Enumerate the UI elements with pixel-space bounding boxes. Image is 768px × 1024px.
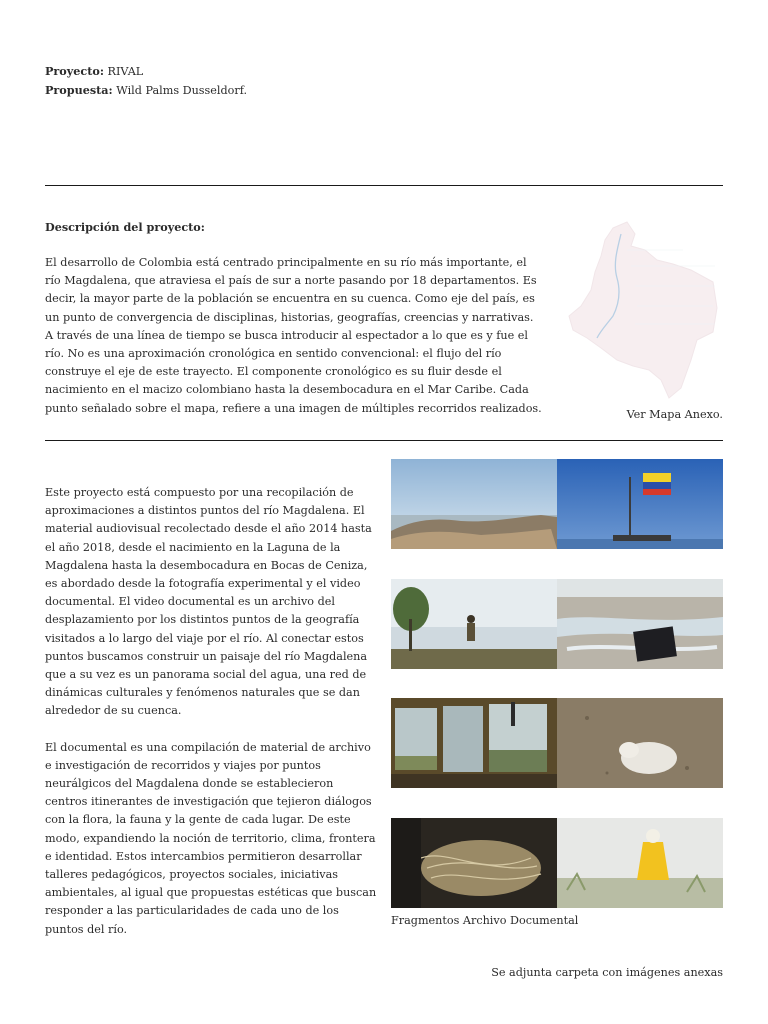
main-text	[45, 484, 379, 957]
photo-riverbank-man	[391, 579, 557, 669]
gallery-caption: Fragmentos Archivo Documental	[391, 914, 579, 927]
photo-window-interior	[391, 698, 557, 788]
description-body: El desarrollo de Colombia está centrado principalmente en su río más importante, el río Magdalena, que atraviesa el país de sur a norte pasando por 18 departamentos. Es decir, la mayor parte de la población se encuentra en su cuenca. Como eje del país, es un punto de convergencia de disciplinas, historias, geografías, creencias y narrativas. A través de una línea de tiempo se busca introducir al espectador a lo que es y fue el río. No es una aproximación cronológica en sentido convencional: el flujo del río construye el eje de este trayecto. El componente cronológico es su fluir desde el nacimiento en el macizo colombiano hasta la desembocadura en el Mar Caribe. Cada punto señalado sobre el mapa, refiere a una imagen de múltiples recorridos realizados.	[45, 256, 542, 415]
project-line	[45, 62, 247, 81]
photo-sleeping-dog	[557, 698, 723, 788]
photo-figure-in-fog	[557, 818, 723, 908]
colombia-map	[565, 220, 725, 400]
footer-note: Se adjunta carpeta con imágenes anexas	[491, 966, 723, 979]
project-meta	[45, 62, 247, 100]
paragraph-one: Este proyecto está compuesto por una recopilación de aproximaciones a distintos puntos del río Magdalena. El material audiovisual recolectado desde el año 2014 hasta el año 2018, desde el nacimiento en la Laguna de la Magdalena hasta la desembocadura en Bocas de Ceniza, es abordado desde la fotografía experimental y el video documental. El video documental es un archivo del desplazamiento por los distintos puntos de la geografía visitados a lo largo del viaje por el río. Al conectar estos puntos buscamos construir un paisaje del río Magdalena que a su vez es un panorama social del agua, una red de dinámicas culturales y fenómenos naturales que se dan alrededor de su cuenca.	[45, 486, 372, 718]
project-value: RIVAL	[107, 65, 144, 78]
divider-middle	[45, 440, 723, 441]
map-note: Ver Mapa Anexo.	[626, 408, 723, 421]
photo-jetty	[391, 459, 557, 549]
paragraph-two: El documental es una compilación de material de archivo e investigación de recorridos y viajes por puntos neurálgicos del Magdalena donde se establecieron centros itinerantes de investigación que tejieron diálogos con la flora, la fauna y la gente de cada lugar. De este modo, expandiendo la noción de territorio, clima, frontera e identidad. Estos intercambios permitieron desarrollar talleres pedagógicos, proyectos sociales, iniciativas ambientales, al igual que propuestas estéticas que buscan responder a las particularidades de cada uno de los puntos del río.	[45, 740, 377, 936]
photo-flag	[557, 459, 723, 549]
project-label: Proyecto:	[45, 64, 104, 78]
proposal-label: Propuesta:	[45, 83, 113, 97]
proposal-value: Wild Palms Dusseldorf.	[116, 84, 248, 97]
divider-top	[45, 185, 723, 186]
photo-tidal-flat	[557, 579, 723, 669]
photo-tangled-roots	[391, 818, 557, 908]
proposal-line	[45, 81, 247, 100]
description-title: Descripción del proyecto:	[45, 220, 205, 234]
